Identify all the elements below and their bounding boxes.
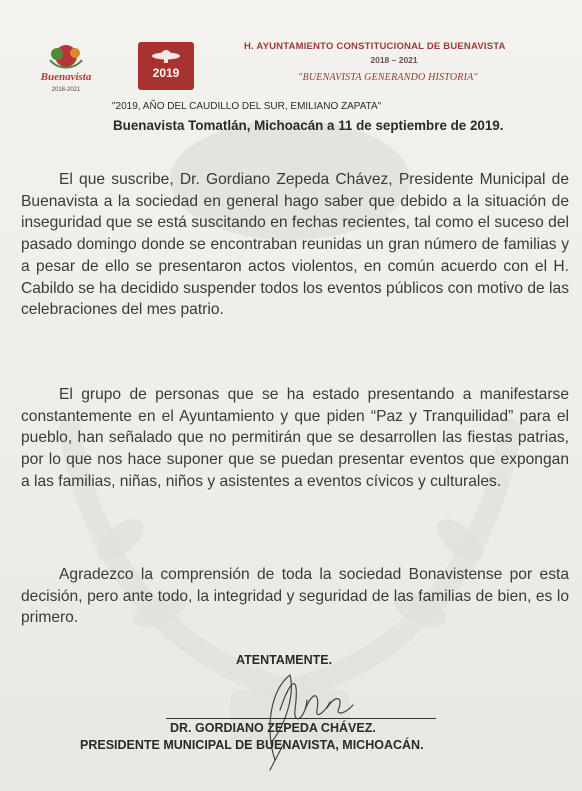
body-paragraph-2: El grupo de personas que se ha estado presentando a manifestarse constantemente en el Ayuntamiento y que piden “Paz y Tranquilidad” para el pueblo, han señalado que no permitirán que se desarrollen las fiestas patrias, por lo que nos hace suponer que se puedan presentar eventos que expongan a las familias, niñas, niños y asistentes a eventos cívicos y culturales.	[21, 386, 569, 490]
body-paragraph-3: Agradezco la comprensión de toda la sociedad Bonavistense por esta decisión, pero ante todo, la integridad y seguridad de las familias de bien, es lo primero.	[21, 566, 569, 627]
municipal-logo	[30, 38, 102, 100]
closing-salutation: ATENTAMENTE.	[236, 653, 333, 667]
badge-year: 2019	[152, 66, 180, 80]
year-motto: "2019, AÑO DEL CAUDILLO DEL SUR, EMILIANO ZAPATA"	[112, 101, 382, 112]
institution-name: H. AYUNTAMIENTO CONSTITUCIONAL DE BUENAVISTA	[244, 41, 506, 52]
administration-period: 2018 – 2021	[370, 55, 418, 65]
logo-text: Buenavista	[40, 71, 92, 83]
body-paragraph-1: El que suscribe, Dr. Gordiano Zepeda Chávez, Presidente Municipal de Buenavista a la sociedad en general hago saber que debido a la situación de inseguridad que se está suscitando en fechas recientes, tal como el suceso del pasado domingo donde se encontraban reunidas un gran número de familias y a pesar de ello se presentaron actos violentos, en común acuerdo con el H. Cabildo se ha decidido suspender todos los eventos públicos con motivo de las celebraciones del mes patrio.	[21, 171, 569, 319]
logo-years: 2018-2021	[51, 87, 81, 93]
signature-line	[166, 718, 436, 719]
handwritten-signature	[235, 650, 385, 775]
signer-title: PRESIDENTE MUNICIPAL DE BUENAVISTA, MICHOACÁN.	[80, 738, 424, 752]
header-slogan: "BUENAVISTA GENERANDO HISTORIA"	[298, 72, 478, 83]
signer-name: DR. GORDIANO ZEPEDA CHÁVEZ.	[170, 721, 376, 735]
place-and-date: Buenavista Tomatlán, Michoacán a 11 de septiembre de 2019.	[113, 118, 504, 133]
